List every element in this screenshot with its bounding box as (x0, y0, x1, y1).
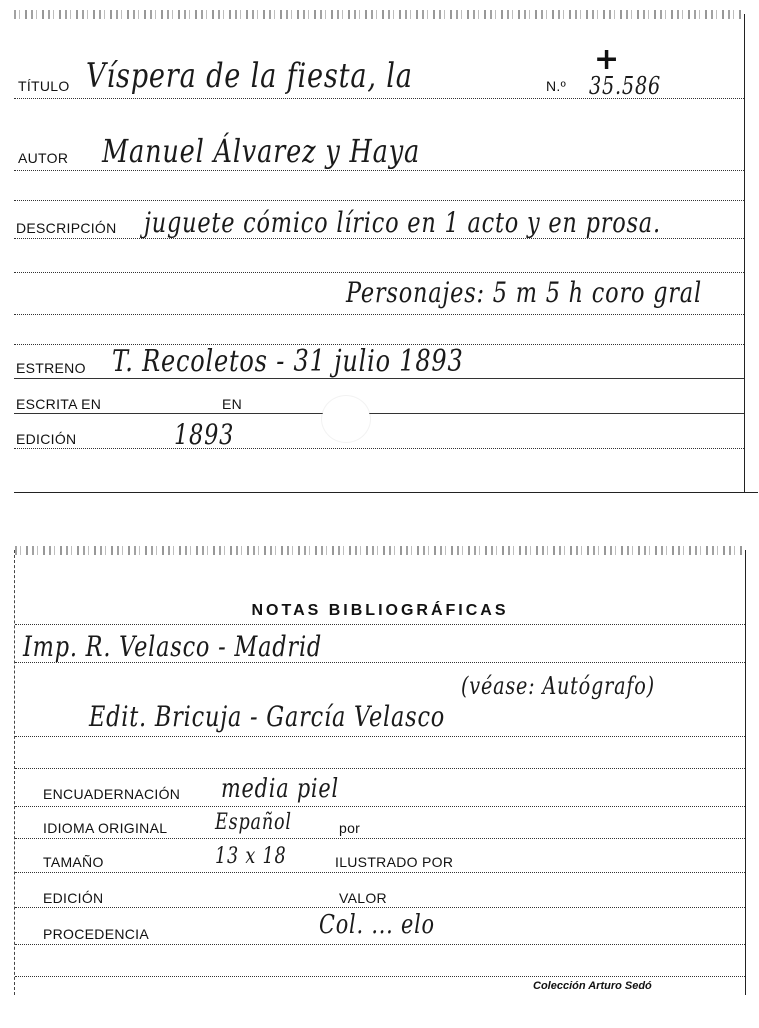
descripcion-label: DESCRIPCIÓN (16, 220, 117, 236)
encuadernacion-label: ENCUADERNACIÓN (43, 786, 181, 802)
ilustrado-label: ILUSTRADO POR (335, 854, 454, 870)
autor-value: Manuel Álvarez y Haya (102, 132, 421, 170)
edicion-label: EDICIÓN (16, 431, 77, 447)
rule-line (15, 624, 745, 625)
edicion-value: 1893 (174, 418, 235, 451)
rule-line (14, 378, 744, 379)
procedencia-label: PROCEDENCIA (43, 926, 149, 942)
rule-line (15, 662, 745, 663)
tamano-label: TAMAÑO (43, 854, 104, 870)
estreno-label: ESTRENO (16, 360, 86, 376)
rule-line (15, 976, 745, 977)
personajes-value: Personajes: 5 m 5 h coro gral (346, 276, 702, 309)
escrita-en-label: ESCRITA EN (16, 396, 102, 412)
estreno-value: T. Recoletos - 31 julio 1893 (112, 344, 464, 379)
valor-label: VALOR (339, 890, 387, 906)
rule-line (14, 448, 744, 449)
cross-mark: + (594, 42, 620, 77)
rule-line (14, 200, 744, 201)
rule-line (15, 806, 745, 807)
autor-label: AUTOR (18, 150, 69, 166)
titulo-value: Víspera de la fiesta, la (86, 56, 413, 96)
por-label: por (339, 820, 361, 836)
rule-line (15, 736, 745, 737)
note-line-2: Edit. Bricuja - García Velasco (89, 700, 446, 733)
rule-line (14, 272, 744, 273)
numero-value: 35.586 (589, 72, 661, 100)
torn-edge (15, 546, 745, 555)
numero-label: N.º (546, 78, 567, 94)
edicion-back-label: EDICIÓN (43, 890, 104, 906)
torn-edge (14, 10, 744, 19)
note-line-1: Imp. R. Velasco - Madrid (23, 630, 323, 663)
rule-line (15, 768, 745, 769)
rule-line (15, 944, 745, 945)
en-label: EN (222, 396, 243, 412)
tamano-value: 13 x 18 (215, 844, 287, 869)
rule-line (14, 314, 744, 315)
descripcion-value: juguete cómico lírico en 1 acto y en prosa. (144, 206, 661, 239)
titulo-label: TÍTULO (18, 78, 70, 94)
notas-heading: NOTAS BIBLIOGRÁFICAS (251, 602, 509, 619)
rule-line (15, 838, 745, 839)
rule-line (14, 238, 744, 239)
procedencia-value: Col. ... elo (319, 910, 435, 940)
collection-credit: Colección Arturo Sedó (533, 980, 652, 992)
catalog-card-back (14, 550, 746, 995)
card-bottom-edge (14, 492, 758, 493)
encuadernacion-value: media piel (221, 774, 339, 804)
rule-line (14, 413, 744, 414)
idioma-value: Español (215, 810, 292, 835)
idioma-label: IDIOMA ORIGINAL (43, 820, 168, 836)
rule-line (15, 907, 745, 908)
rule-line (14, 170, 744, 171)
note-line-3: (véase: Autógrafo) (461, 672, 655, 700)
rule-line (14, 98, 744, 99)
smudge (322, 396, 370, 442)
rule-line (15, 872, 745, 873)
catalog-card-front (14, 14, 745, 492)
